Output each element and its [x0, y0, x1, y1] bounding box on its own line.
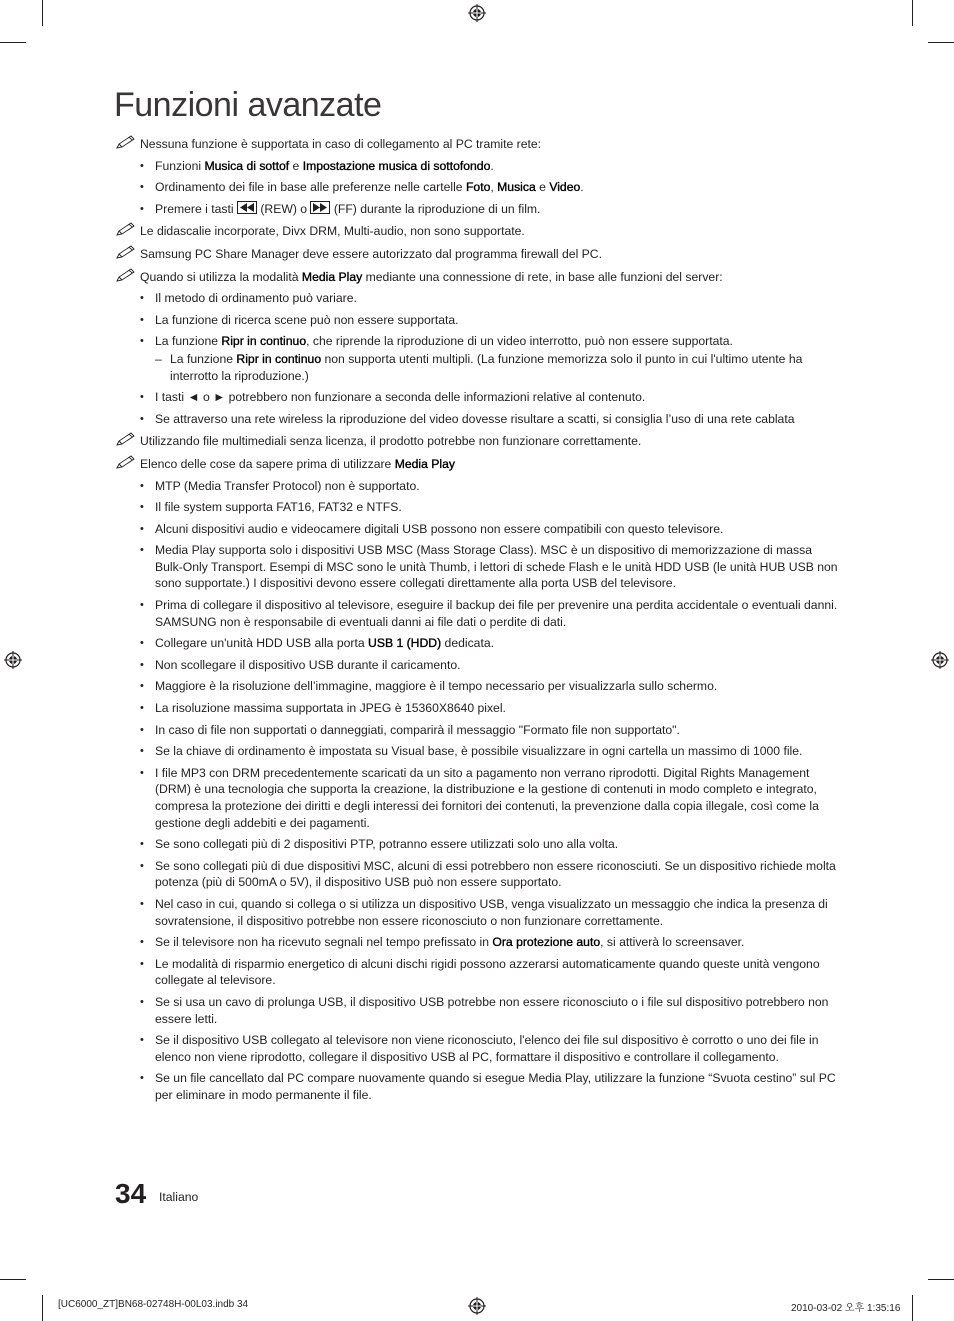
pencil-note-icon [116, 268, 136, 282]
crop-mark [912, 0, 913, 26]
note-item: Quando si utilizza la modalità Media Play mediante una connessione di rete, in base alle funzioni del server: [116, 269, 838, 286]
pencil-note-icon [116, 245, 136, 259]
bullet-item: • Se sono collegati più di 2 dispositivi PTP, potranno essere utilizzati solo uno alla volta. [140, 837, 619, 852]
fast-forward-icon [310, 201, 330, 214]
note-text: Nessuna funzione è supportata in caso di collegamento al PC tramite rete: [140, 137, 542, 151]
page-title: Funzioni avanzate [114, 86, 382, 124]
crosshair-registration-icon [931, 651, 949, 669]
rewind-icon [237, 201, 257, 214]
crop-mark [42, 1295, 43, 1321]
bullet-item: • Se un file cancellato dal PC compare nuovamente quando si esegue Media Play, utilizzare la funzione “Svuota cestino” sul PC per eliminare in modo permanente il file. [140, 1071, 836, 1102]
bullet-item: • Se il dispositivo USB collegato al televisore non viene riconosciuto, l'elenco dei file sul dispositivo è corrotto o uno dei file in elenco non viene riprodotto, collegare il dispositivo USB al PC, formattare il dispositivo e controllare il collegamento. [140, 1033, 819, 1064]
crop-mark [0, 42, 26, 43]
bullet-item: • I file MP3 con DRM precedentemente scaricati da un sito a pagamento non verrano riprodotti. Digital Rights Management (DRM) è una tecnologia che supporta la creazione, la distribuzione e la gestione di contenuti in modo completo e integrato, compresa la protezione dei diritti e degli interessi dei fornitori dei contenuti, la prevenzione dalla copia illegale, così come la gestione degli addebiti e dei pagamenti. [140, 765, 819, 830]
bullet-item: • Media Play supporta solo i dispositivi USB MSC (Mass Storage Class). MSC è un dispositivo di memorizzazione di massa Bulk-Only Transport. Esempi di MSC sono le unità Thumb, i lettori di schede Flash e le unità HDD USB (le unità HUB USB non sono supportate.) I dispositivi devono essere collegati direttamente alla porta USB del televisore. [140, 543, 838, 591]
crop-mark [42, 0, 43, 26]
note-text: Le didascalie incorporate, Divx DRM, Multi-audio, non sono supportate. [140, 224, 525, 239]
page-language: Italiano [159, 1190, 199, 1204]
crosshair-registration-icon [4, 651, 22, 669]
note-text: Samsung PC Share Manager deve essere autorizzato dal programma firewall del PC. [140, 246, 602, 261]
footer-date: 2010-03-02 오후 1:35:16 [791, 1303, 901, 1314]
crosshair-registration-icon [468, 4, 486, 22]
pencil-note-icon [116, 432, 136, 446]
bullet-item: • Maggiore è la risoluzione dell’immagine, maggiore è il tempo necessario per visualizzarla sullo schermo. [140, 679, 718, 694]
bullet-item: • Funzioni Musica di sottof e Impostazione musica di sottofondo. [140, 158, 494, 173]
sub-item: – La funzione Ripr in continuo non supporta utenti multipli. (La funzione memorizza solo il punto in cui l'ultimo utente ha interrotto la riproduzione.) [155, 351, 803, 383]
crosshair-registration-icon [468, 1297, 486, 1315]
bullet-item: • Le modalità di risparmio energetico di alcuni dischi rigidi possono azzerarsi automaticamente quando queste unità vengono collegate al televisore. [140, 956, 820, 988]
bullet-item: • Nel caso in cui, quando si collega o si utilizza un dispositivo USB, venga visualizzato un messaggio che indica la presenza di sovratensione, il dispositivo potrebbe non essere riconosciuto o non funzionare correttamente. [140, 896, 828, 928]
note-item [116, 223, 838, 240]
notes-content [116, 136, 838, 1104]
bullet-item: • Alcuni dispositivi audio e videocamere digitali USB possono non essere compatibili con questo televisore. [140, 521, 724, 536]
bullet-item: • Se attraverso una rete wireless la riproduzione del video dovesse risultare a scatti, si consiglia l’uso di una rete cablata [140, 411, 795, 426]
bullet-item: • Premere i tasti (REW) o (FF) durante la riproduzione di un film. [140, 201, 541, 216]
crop-mark [928, 1279, 954, 1280]
bullet-item: • MTP (Media Transfer Protocol) non è supportato. [140, 478, 420, 493]
pencil-note-icon [116, 135, 136, 149]
bullet-item: • Il metodo di ordinamento può variare. [140, 291, 357, 306]
bullet-item: • La funzione di ricerca scene può non essere supportata. [140, 312, 459, 327]
crop-mark [912, 1295, 913, 1321]
crop-mark [928, 42, 954, 43]
bullet-item: • Se si usa un cavo di prolunga USB, il dispositivo USB potrebbe non essere riconosciuto o i file sul dispositivo potrebbero non essere letti. [140, 994, 829, 1026]
bullet-item: • La funzione Ripr in continuo, che riprende la riproduzione di un video interrotto, può non essere supportata. [140, 334, 733, 349]
bullet-item: • Collegare un'unità HDD USB alla porta USB 1 (HDD) dedicata. [140, 636, 495, 651]
page-number: 34 [115, 1178, 147, 1209]
bullet-item: • Se il televisore non ha ricevuto segnali nel tempo prefissato in Ora protezione auto, si attiverà lo screensaver. [140, 935, 745, 950]
note-item [116, 136, 838, 153]
bullet-item: • I tasti ◄ o ► potrebbero non funzionare a seconda delle informazioni relative al contenuto. [140, 390, 646, 405]
pencil-note-icon [116, 455, 136, 469]
note-item [116, 433, 838, 450]
bullet-item: • La risoluzione massima supportata in JPEG è 15360X8640 pixel. [140, 701, 506, 716]
bullet-item: • Se sono collegati più di due dispositivi MSC, alcuni di essi potrebbero non essere riconosciuti. Se un dispositivo richiede molta potenza (più di 500mA o 5V), il dispositivo USB può non essere supportato. [140, 858, 836, 890]
bullet-item: • In caso di file non supportati o danneggiati, comparirà il messaggio "Formato file non supportato". [140, 722, 680, 737]
crop-mark [0, 1279, 26, 1280]
bullet-item: • Prima di collegare il dispositivo al televisore, eseguire il backup dei file per prevenire una perdita accidentale o eventuali danni. SAMSUNG non è responsabile di eventuali danni ai file dati o perdite di dati. [140, 598, 838, 629]
bullet-item: • Se la chiave di ordinamento è impostata su Visual base, è possibile visualizzare in ogni cartella un massimo di 1000 file. [140, 744, 803, 759]
note-text: Utilizzando file multimediali senza licenza, il prodotto potrebbe non funzionare correttamente. [140, 434, 642, 449]
note-item [116, 246, 838, 263]
note-item: Elenco delle cose da sapere prima di utilizzare Media Play [116, 456, 838, 473]
bullet-item: • Non scollegare il dispositivo USB durante il caricamento. [140, 657, 461, 672]
bullet-item: • Il file system supporta FAT16, FAT32 e NTFS. [140, 500, 402, 515]
pencil-note-icon [116, 222, 136, 236]
footer-file: [UC6000_ZT]BN68-02748H-00L03.indb 34 [58, 1299, 249, 1310]
bullet-item: • Ordinamento dei file in base alle preferenze nelle cartelle Foto, Musica e Video. [140, 180, 584, 195]
